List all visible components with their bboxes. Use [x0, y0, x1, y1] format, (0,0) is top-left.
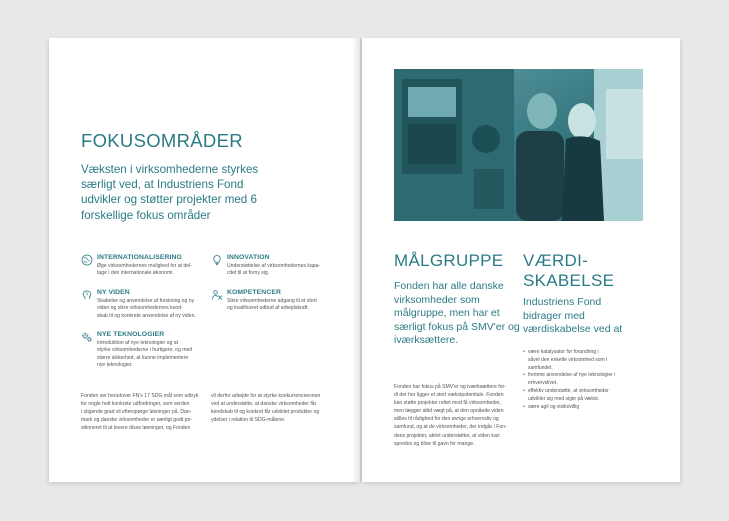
bullet-item: • være katalysator for forandring i såvel den enkelte virksomhed som i samfundet. [523, 349, 641, 372]
focus-area-ny-viden [81, 289, 221, 323]
gears-icon [81, 331, 93, 343]
area-desc: Skabelse og anvendelse af forskning og ny viden og sikre virksomhedernes kend- skab til og konkrete anvendelse af ny viden. [97, 298, 196, 319]
malgruppe-subheading: Fonden har alle danske virksomheder som målgruppe, men har et særligt fokus på SMV'er og iværksættere. [394, 280, 520, 347]
fokusomrader-lead: Væksten i virksomhederne styrkes særligt ved, at Industriens Fond udvikler og støtter projekter med 6 forskellige fokus områder [81, 163, 259, 222]
area-desc: Sikre virksomhederne adgang til et stort og kvalificeret udbud af arbejdskraft. [227, 298, 317, 312]
vaerdiskabelse-bullets [523, 349, 641, 411]
body-column-2: vil derfor arbejde for at styrke konkurrenceevnen ved at understøtte, at danske virksomheder får kendskab til og konkret får udviklet produkter og ydelser i relation til SDG-målene. [211, 393, 321, 424]
person-tools-icon [211, 289, 223, 301]
malgruppe-body: Fonden har fokus på SMV'er og iværksættere for- di der her ligger et stort vækstpotentiale. Fonden kan støtte projekter rettet mod få virksomheder, men lægger altid vægt på, at den opnåede viden stilles til rådighed for den øvrige erhvervsliv og samfund, og at de virksomheder, der indgår i Fon- dens projekter, aktivt understøtter, at viden kan spredes og blive til gavn for mange. [394, 384, 507, 447]
focus-area-internationalisering [81, 254, 221, 284]
left-page [49, 38, 360, 482]
area-desc: Understøttelse af virksomhedernes kapa- citet til at forny sig. [227, 263, 321, 277]
focus-area-kompetencer [211, 289, 351, 319]
globe-icon [81, 254, 93, 266]
workshop-photo [394, 69, 643, 221]
area-desc: Introduktion af nye teknologier og at styrke virksomhederne i hurtigere, og med større sikkerhed, at kunne implementere nye teknologier. [97, 340, 193, 368]
malgruppe-heading: MÅLGRUPPE [394, 251, 504, 270]
bullet-item: • være agil og visikovillig [523, 404, 641, 412]
body-column-1: Fonden ser herudover FN's 17 SDG mål som udtryk for nogle helt konkrete udfordringer, som verden i stigende grad vil efterspørge løsninger på. Dan- mark og danske virksomheder er særligt godt po- sitioneret til at levere disse løsninger, og Fonden [81, 393, 199, 432]
area-title: INTERNATIONALISERING [97, 254, 182, 261]
focus-area-nye-teknologier [81, 331, 221, 373]
lightbulb-icon [211, 254, 223, 266]
area-title: KOMPETENCER [227, 289, 281, 296]
bullet-item: • effektiv understøtte, at virksomheder udvikler sig med sigte på vækst. [523, 388, 641, 404]
area-desc: Øge virksomhedernes mulighed for at del- tage i den internationale økonomi. [97, 263, 192, 277]
vaerdiskabelse-subheading: Industriens Fond bidrager med værdiskabelse ved at [523, 296, 623, 336]
bullet-item: • fremme anvendelse af nye teknologier i erhvervslivet. [523, 372, 641, 388]
vaerdiskabelse-heading: VÆRDI- SKABELSE [523, 251, 615, 290]
brain-icon [81, 289, 93, 301]
area-title: INNOVATION [227, 254, 270, 261]
focus-area-innovation [211, 254, 351, 284]
area-title: NYE TEKNOLOGIER [97, 331, 165, 338]
photo-illustration [394, 69, 643, 221]
fokusomrader-heading: FOKUSOMRÅDER [81, 130, 243, 151]
right-page [362, 38, 680, 482]
area-title: NY VIDEN [97, 289, 130, 296]
